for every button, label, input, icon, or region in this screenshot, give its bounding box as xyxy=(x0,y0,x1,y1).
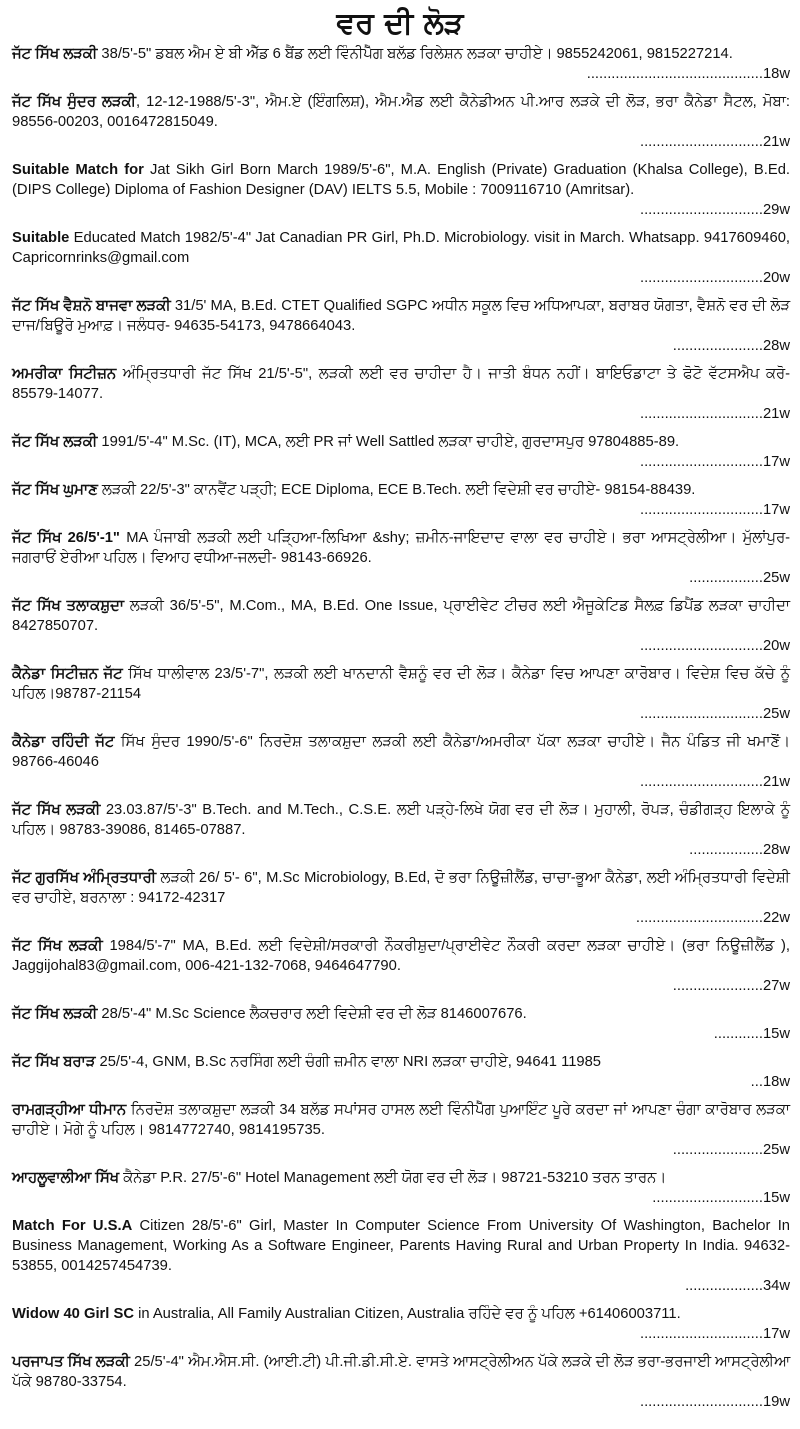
ad-dots: .............................. xyxy=(639,1326,763,1342)
classified-ad xyxy=(12,1352,790,1412)
classified-ad xyxy=(12,296,790,356)
ad-code-line xyxy=(12,1392,790,1412)
ad-code-line xyxy=(12,568,790,588)
ad-dots: ...................... xyxy=(672,1142,763,1158)
ad-heading: ਆਹਲੂਵਾਲੀਆ ਸਿੱਖ xyxy=(12,1170,120,1186)
ad-heading: ਜੱਟ ਸਿੱਖ ਲੜਕੀ xyxy=(12,434,98,450)
ad-code-line xyxy=(12,636,790,656)
ad-code-line xyxy=(12,1276,790,1296)
ad-text: Educated Match 1982/5'-4" Jat Canadian PR Girl, Ph.D. Microbiology. visit in March. Whatsapp. 9417609460, Capricornrinks@gmail.com xyxy=(12,230,790,266)
ad-text: Jat Sikh Girl Born March 1989/5'-6", M.A. English (Private) Graduation (Khalsa College), B.Ed. (DIPS College) Diploma of Fashion Designer (DAV) IELTS 5.5, Mobile : 7009116710 (Amritsar). xyxy=(12,162,790,198)
ad-text: 1991/5'-4" M.Sc. (IT), MCA, ਲਈ PR ਜਾਂ Well Sattled ਲੜਕਾ ਚਾਹੀਏ, ਗੁਰਦਾਸਪੁਰ 97804885-89. xyxy=(97,434,680,450)
ad-dots: ...................... xyxy=(672,338,763,354)
ad-code-line xyxy=(12,64,790,84)
ad-code-line xyxy=(12,132,790,152)
classified-ad xyxy=(12,1304,790,1344)
ad-code: 17w xyxy=(762,454,790,470)
ad-dots: .............................. xyxy=(639,1394,763,1410)
ad-text: ਸਿੱਖ ਸੁੰਦਰ 1990/5'-6" ਨਿਰਦੋਸ਼ ਤਲਾਕਸ਼ੁਦਾ ਲੜਕੀ ਲਈ ਕੈਨੇਡਾ/ਅਮਰੀਕਾ ਪੱਕਾ ਲੜਕਾ ਚਾਹੀਏ। ਜੈਨ ਪੰਡਿਤ ਜੀ ਖਮਾਣੋਂ। 98766-46046 xyxy=(12,734,790,770)
ad-code: 18w xyxy=(762,66,790,82)
ad-dots: .............................. xyxy=(639,454,763,470)
ad-heading: ਪਰਜਾਪਤ ਸਿੱਖ ਲੜਕੀ xyxy=(12,1354,130,1370)
ad-dots: .............................. xyxy=(639,270,763,286)
classified-ad xyxy=(12,732,790,792)
classified-ad xyxy=(12,364,790,424)
ad-dots: ........................................... xyxy=(586,66,763,82)
ad-text: 28/5'-4" M.Sc Science ਲੈਕਚਰਾਰ ਲਈ ਵਿਦੇਸ਼ੀ ਵਰ ਦੀ ਲੋੜ 8146007676. xyxy=(97,1006,527,1022)
ad-text: Citizen 28/5'-6" Girl, Master In Computer Science From University Of Washington, Bachelor In Business Management, Working As a Software Engineer, Parents Having Rural and Urban Property In India. 94632-53855, 0014257454739. xyxy=(12,1218,790,1274)
ad-code: 25w xyxy=(762,570,790,586)
ad-text: ਲੜਕੀ 26/ 5'- 6", M.Sc Microbiology, B.Ed, ਦੋ ਭਰਾ ਨਿਊਜ਼ੀਲੈਂਡ, ਚਾਚਾ-ਭੂਆ ਕੈਨੇਡਾ, ਲਈ ਅੰਮ੍ਰਿਤਧਾਰੀ ਵਿਦੇਸ਼ੀ ਵਰ ਚਾਹੀਏ, ਬਰਨਾਲਾ : 94172-42317 xyxy=(12,870,790,906)
ad-code: 15w xyxy=(762,1190,790,1206)
ad-code-line xyxy=(12,1140,790,1160)
classified-ad xyxy=(12,1216,790,1296)
ad-code-line xyxy=(12,976,790,996)
classified-ad xyxy=(12,528,790,588)
ad-heading: ਜੱਟ ਸਿੱਖ ਘੁਮਾਣ xyxy=(12,482,98,498)
ad-code-line xyxy=(12,404,790,424)
ad-heading: ਰਾਮਗੜ੍ਹੀਆ ਧੀਮਾਨ xyxy=(12,1102,127,1118)
ad-dots: ........................... xyxy=(652,1190,763,1206)
ad-heading: Suitable xyxy=(12,230,70,246)
ad-dots: .................. xyxy=(689,570,763,586)
ad-text: ਅੰਮ੍ਰਿਤਧਾਰੀ ਜੱਟ ਸਿੱਖ 21/5'-5", ਲੜਕੀ ਲਈ ਵਰ ਚਾਹੀਦਾ ਹੈ। ਜਾਤੀ ਬੰਧਨ ਨਹੀਂ। ਬਾਇਓਡਾਟਾ ਤੇ ਫੋਟੋ ਵੱਟਸਐਪ ਕਰੋ- 85579-14077. xyxy=(12,366,790,402)
ad-text: in Australia, All Family Australian Citizen, Australia ਰਹਿੰਦੇ ਵਰ ਨੂੰ ਪਹਿਲ +61406003711. xyxy=(133,1306,681,1322)
ad-dots: ............................... xyxy=(635,910,763,926)
ad-dots: ............ xyxy=(713,1026,763,1042)
ad-code-line xyxy=(12,908,790,928)
ad-heading: ਜੱਟ ਗੁਰਸਿੱਖ ਅੰਮ੍ਰਿਤਧਾਰੀ xyxy=(12,870,157,886)
ad-code-line xyxy=(12,1072,790,1092)
classified-ad xyxy=(12,44,790,84)
classified-ad xyxy=(12,1100,790,1160)
ad-text: 31/5' MA, B.Ed. CTET Qualified SGPC ਅਧੀਨ ਸਕੂਲ ਵਿਚ ਅਧਿਆਪਕਾ, ਬਰਾਬਰ ਯੋਗਤਾ, ਵੈਸ਼ਨੋ ਵਰ ਦੀ ਲੋੜ ਦਾਜ/ਬਿਊਰੋ ਮੁਆਫ਼। ਜਲੰਧਰ- 94635-54173, 9478664043. xyxy=(12,298,790,334)
ad-heading: Widow 40 Girl SC xyxy=(12,1306,134,1322)
ad-code: 28w xyxy=(762,842,790,858)
ad-text: ਲੜਕੀ 36/5'-5", M.Com., MA, B.Ed. One Issue, ਪ੍ਰਾਈਵੇਟ ਟੀਚਰ ਲਈ ਐਜੂਕੇਟਿਡ ਸੈਲਫ਼ ਡਿਪੈਂਡ ਲੜਕਾ ਚਾਹੀਦਾ 8427850707. xyxy=(12,598,791,634)
ad-code: 20w xyxy=(762,638,790,654)
classified-ad xyxy=(12,664,790,724)
ad-code-line xyxy=(12,772,790,792)
classified-ad xyxy=(12,596,790,656)
ad-text: MA ਪੰਜਾਬੀ ਲੜਕੀ ਲਈ ਪੜ੍ਹਿਆ-ਲਿਖਿਆ &shy; ਜ਼ਮੀਨ-ਜਾਇਦਾਦ ਵਾਲਾ ਵਰ ਚਾਹੀਏ। ਭਰਾ ਆਸਟ੍ਰੇਲੀਆ। ਮੁੱਲਾਂਪੁਰ-ਜਗਰਾਓਂ ਏਰੀਆ ਪਹਿਲ। ਵਿਆਹ ਵਧੀਆ-ਜਲਦੀ- 98143-66926. xyxy=(12,530,790,566)
ad-dots: ... xyxy=(750,1074,763,1090)
ad-heading: ਕੈਨੇਡਾ ਸਿਟੀਜ਼ਨ ਜੱਟ xyxy=(12,666,123,682)
classified-ad xyxy=(12,480,790,520)
ad-dots: .............................. xyxy=(639,638,763,654)
ad-dots: .............................. xyxy=(639,706,763,722)
ad-code-line xyxy=(12,336,790,356)
ad-code: 29w xyxy=(762,202,790,218)
ad-dots: .............................. xyxy=(639,202,763,218)
ad-code-line xyxy=(12,1024,790,1044)
ad-heading: ਜੱਟ ਸਿੱਖ ਵੈਸ਼ਨੋ ਬਾਜਵਾ ਲੜਕੀ xyxy=(12,298,171,314)
ad-heading: ਜੱਟ ਸਿੱਖ ਬਰਾੜ xyxy=(12,1054,96,1070)
ad-code: 15w xyxy=(762,1026,790,1042)
ad-heading: ਜੱਟ ਸਿੱਖ ਲੜਕੀ xyxy=(12,938,103,954)
ad-heading: Suitable Match for xyxy=(12,162,144,178)
ad-heading: Match For U.S.A xyxy=(12,1218,133,1234)
ad-code: 28w xyxy=(762,338,790,354)
ad-text: ਸਿੱਖ ਧਾਲੀਵਾਲ 23/5'-7", ਲੜਕੀ ਲਈ ਖਾਨਦਾਨੀ ਵੈਸ਼ਨੂੰ ਵਰ ਦੀ ਲੋੜ। ਕੈਨੇਡਾ ਵਿਚ ਆਪਣਾ ਕਾਰੋਬਾਰ। ਵਿਦੇਸ਼ ਵਿਚ ਕੱਚੇ ਨੂੰ ਪਹਿਲ।98787-21154 xyxy=(12,666,790,702)
ad-code: 20w xyxy=(762,270,790,286)
ad-text: ਲੜਕੀ 22/5'-3" ਕਾਨਵੈਂਟ ਪੜ੍ਹੀ; ECE Diploma, ECE B.Tech. ਲਈ ਵਿਦੇਸ਼ੀ ਵਰ ਚਾਹੀਏ- 98154-88439. xyxy=(97,482,696,498)
ad-text: , 12-12-1988/5'-3", ਐਮ.ਏ (ਇੰਗਲਿਸ਼), ਐਮ.ਐਡ ਲਈ ਕੈਨੇਡੀਅਨ ਪੀ.ਆਰ ਲੜਕੇ ਦੀ ਲੋੜ, ਭਰਾ ਕੈਨੇਡਾ ਸੈਟਲ, ਮੋਬਾ: 98556-00203, 0016472815049. xyxy=(12,94,790,130)
ad-code-line xyxy=(12,1324,790,1344)
ad-code-line xyxy=(12,268,790,288)
ad-text: ਕੈਨੇਡਾ P.R. 27/5'-6" Hotel Management ਲਈ ਯੋਗ ਵਰ ਦੀ ਲੋੜ। 98721-53210 ਤਰਨ ਤਾਰਨ। xyxy=(119,1170,667,1186)
ad-text: 25/5'-4" ਐਮ.ਐਸ.ਸੀ. (ਆਈ.ਟੀ) ਪੀ.ਜੀ.ਡੀ.ਸੀ.ਏ. ਵਾਸਤੇ ਆਸਟ੍ਰੇਲੀਅਨ ਪੱਕੇ ਲੜਕੇ ਦੀ ਲੋੜ ਭਰਾ-ਭਰਜਾਈ ਆਸਟ੍ਰੇਲੀਆ ਪੱਕੇ 98780-33754. xyxy=(12,1354,790,1390)
ad-heading: ਜੱਟ ਸਿੱਖ ਲੜਕੀ xyxy=(12,46,98,62)
ad-code: 25w xyxy=(762,1142,790,1158)
classified-ad xyxy=(12,868,790,928)
ad-dots: .............................. xyxy=(639,406,763,422)
classified-ad xyxy=(12,92,790,152)
classified-ad xyxy=(12,160,790,220)
ad-dots: .............................. xyxy=(639,774,763,790)
ad-heading: ਜੱਟ ਸਿੱਖ ਲੜਕੀ xyxy=(12,1006,98,1022)
page-title: ਵਰ ਦੀ ਲੋੜ xyxy=(336,6,464,41)
ad-heading: ਜੱਟ ਸਿੱਖ ਲੜਕੀ xyxy=(12,802,101,818)
ad-code-line xyxy=(12,704,790,724)
classifieds-page xyxy=(0,4,800,1429)
ad-code: 21w xyxy=(762,134,790,150)
classified-ad xyxy=(12,1004,790,1044)
ad-heading: ਜੱਟ ਸਿੱਖ 26/5'-1" xyxy=(12,530,120,546)
ad-code: 21w xyxy=(762,406,790,422)
ad-text: 1984/5'-7" MA, B.Ed. ਲਈ ਵਿਦੇਸ਼ੀ/ਸਰਕਾਰੀ ਨੌਕਰੀਸ਼ੁਦਾ/ਪ੍ਰਾਈਵੇਟ ਨੌਕਰੀ ਕਰਦਾ ਲੜਕਾ ਚਾਹੀਏ। (ਭਰਾ ਨਿਊਜ਼ੀਲੈਂਡ ), Jaggijohal83@gmail.com, 006-421-132-7068, 9464647790. xyxy=(12,938,790,974)
ad-text: 25/5'-4, GNM, B.Sc ਨਰਸਿੰਗ ਲਈ ਚੰਗੀ ਜ਼ਮੀਨ ਵਾਲਾ NRI ਲੜਕਾ ਚਾਹੀਏ, 94641 11985 xyxy=(95,1054,602,1070)
ad-dots: .................. xyxy=(689,842,763,858)
ad-code-line xyxy=(12,1188,790,1208)
ad-heading: ਕੈਨੇਡਾ ਰਹਿੰਦੀ ਜੱਟ xyxy=(12,734,115,750)
ad-code: 25w xyxy=(762,706,790,722)
ad-heading: ਜੱਟ ਸਿੱਖ ਤਲਾਕਸ਼ੁਦਾ xyxy=(12,598,125,614)
classified-ad xyxy=(12,936,790,996)
ad-code: 34w xyxy=(762,1278,790,1294)
ad-code: 27w xyxy=(762,978,790,994)
ad-heading: ਅਮਰੀਕਾ ਸਿਟੀਜ਼ਨ xyxy=(12,366,117,382)
ad-code-line xyxy=(12,452,790,472)
ad-code: 19w xyxy=(762,1394,790,1410)
ad-code: 17w xyxy=(762,502,790,518)
ad-text: 23.03.87/5'-3" B.Tech. and M.Tech., C.S.E. ਲਈ ਪੜ੍ਹੇ-ਲਿਖੇ ਯੋਗ ਵਰ ਦੀ ਲੋੜ। ਮੁਹਾਲੀ, ਰੋਪੜ, ਚੰਡੀਗੜ੍ਹ ਇਲਾਕੇ ਨੂੰ ਪਹਿਲ। 98783-39086, 81465-07887. xyxy=(12,802,790,838)
ad-list xyxy=(0,44,800,1412)
classified-ad xyxy=(12,432,790,472)
ad-text: ਨਿਰਦੋਸ਼ ਤਲਾਕਸ਼ੁਦਾ ਲੜਕੀ 34 ਬਲੱਡ ਸਪਾਂਸਰ ਹਾਸਲ ਲਈ ਵਿੰਨੀਪੈੱਗ ਪੁਆਇੰਟ ਪੂਰੇ ਕਰਦਾ ਜਾਂ ਆਪਣਾ ਚੰਗਾ ਕਾਰੋਬਾਰ ਲੜਕਾ ਚਾਹੀਏ। ਮੋਗੇ ਨੂੰ ਪਹਿਲ। 9814772740, 9814195735. xyxy=(12,1102,791,1138)
ad-dots: .............................. xyxy=(639,134,763,150)
ad-dots: ................... xyxy=(685,1278,763,1294)
classified-ad xyxy=(12,228,790,288)
ad-code: 22w xyxy=(762,910,790,926)
ad-code-line xyxy=(12,840,790,860)
classified-ad xyxy=(12,1168,790,1208)
classified-ad xyxy=(12,1052,790,1092)
ad-dots: .............................. xyxy=(639,502,763,518)
ad-code: 17w xyxy=(762,1326,790,1342)
ad-code-line xyxy=(12,200,790,220)
ad-code-line xyxy=(12,500,790,520)
ad-heading: ਜੱਟ ਸਿੱਖ ਸੁੰਦਰ ਲੜਕੀ xyxy=(12,94,136,110)
classified-ad xyxy=(12,800,790,860)
ad-dots: ...................... xyxy=(672,978,763,994)
ad-code: 18w xyxy=(762,1074,790,1090)
ad-code: 21w xyxy=(762,774,790,790)
ad-text: 38/5'-5" ਡਬਲ ਐਮ ਏ ਬੀ ਐੱਡ 6 ਬੈਂਡ ਲਈ ਵਿੰਨੀਪੈੱਗ ਬਲੱਡ ਰਿਲੇਸ਼ਨ ਲੜਕਾ ਚਾਹੀਏ। 9855242061, 9815227214. xyxy=(97,46,733,62)
